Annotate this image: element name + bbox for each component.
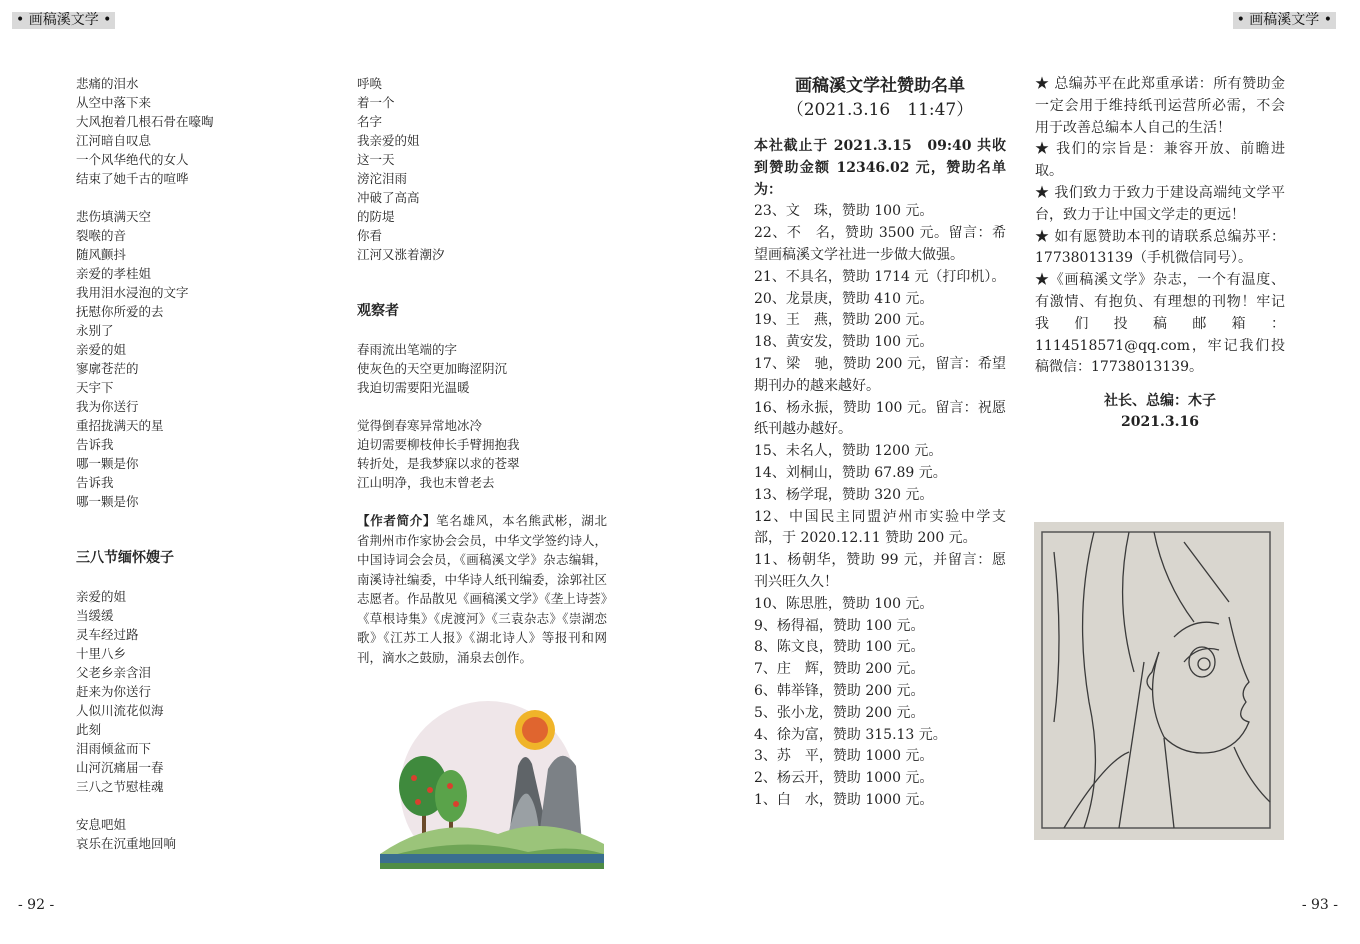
- poem-line: 的防堤: [357, 209, 395, 224]
- sponsor-list: [754, 201, 1006, 811]
- poem-line: 灵车经过路: [76, 627, 139, 642]
- running-header-left: • 画稿溪文学 •: [12, 12, 115, 29]
- stanza-3: [76, 587, 214, 796]
- editor-signature: 社长、总编：木子: [1104, 393, 1216, 410]
- sponsor-item: 9、杨得福，赞助 100 元。: [754, 617, 925, 634]
- poem-line: 寥廓苍茫的: [76, 361, 139, 376]
- poem-line: 你看: [357, 228, 383, 243]
- note-item: ★ 如有愿赞助本刊的请联系总编苏平：17738013139（手机微信同号）。: [1035, 228, 1285, 267]
- poem-line: 天宇下: [76, 380, 114, 395]
- poem-line: 使灰色的天空更加晦涩阴沉: [357, 361, 508, 376]
- page-number-right: - 93 -: [1301, 897, 1338, 913]
- poem-line: 我迫切需要阳光温暖: [357, 380, 470, 395]
- note-item: ★《画稿溪文学》杂志，一个有温度、有激情、有抱负、有理想的刊物！牢记我们投稿邮箱：1114518571@qq.com，牢记我们投稿微信：17738013139。: [1035, 272, 1285, 376]
- sponsor-item: 16、杨永振，赞助 100 元。留言：祝愿纸刊越办越好。: [754, 399, 1006, 438]
- stanza-6: [357, 340, 607, 397]
- sponsor-item: 6、韩举锋，赞助 200 元。: [754, 682, 925, 699]
- sponsor-item: 18、黄安发，赞助 100 元。: [754, 334, 934, 351]
- poem-line: 山河沉痛届一春: [76, 760, 164, 775]
- poem-line: 泪雨倾盆而下: [76, 741, 152, 756]
- sponsor-item: 19、王 燕，赞助 200 元。: [754, 312, 934, 329]
- notes-column: [1035, 74, 1285, 433]
- sponsor-item: 12、中国民主同盟泸州市实验中学支部，于 2020.12.11 赞助 200 元。: [754, 508, 1006, 547]
- sponsor-item: 3、苏 平，赞助 1000 元。: [754, 748, 934, 765]
- poem-column-2: [357, 74, 607, 667]
- poem-line: 哀乐在沉重地回响: [76, 836, 177, 851]
- note-item: ★ 我们致力于致力于建设高端纯文学平台，致力于让中国文学走的更远！: [1035, 184, 1285, 223]
- sponsor-item: 1、白 水，赞助 1000 元。: [754, 791, 934, 808]
- poem-line: 随风颤抖: [76, 247, 127, 262]
- landscape-illustration: [378, 694, 608, 869]
- poem-line: 结束了她千古的喧哗: [76, 171, 189, 186]
- sponsor-item: 15、未名人，赞助 1200 元。: [754, 443, 943, 460]
- poem-line: 大风抱着几根石骨在嚎啕: [76, 114, 214, 129]
- poem-line: 觉得倒春寒异常地冰冷: [357, 418, 483, 433]
- poem-line: 悲伤填满天空: [76, 209, 152, 224]
- poem-line: 着一个: [357, 95, 395, 110]
- bio-label: 【作者简介】: [357, 513, 437, 528]
- sponsor-item: 17、梁 驰，赞助 200 元，留言：希望期刊办的越来越好。: [754, 355, 1006, 394]
- poem-line: 哪一颗是你: [76, 494, 139, 509]
- poem-line: 三八之节慰桂魂: [76, 779, 164, 794]
- stanza-5: [357, 74, 607, 264]
- poem-line: 亲爱的姐: [76, 589, 127, 604]
- page-number-left: - 92 -: [18, 897, 55, 913]
- bio-text: 笔名雄风，本名熊武彬，湖北省荆州市作家协会会员，中华文学签约诗人，中国诗词会会员，《画稿溪文学》杂志编辑，南溪诗社编委，中华诗人纸刊编委，涂郭社区志愿者。作品散见《画稿溪文学》《垄上诗荟》《草根诗集》《虎渡河》《三袁杂志》《崇湖恋歌》《江苏工人报》《湖北诗人》等报刊和网刊，滴水之鼓励，涌泉去创作。: [357, 513, 608, 665]
- poem-line: 春雨流出笔端的字: [357, 342, 458, 357]
- sponsor-item: 13、杨学琨，赞助 320 元。: [754, 486, 934, 503]
- poem-line: 这一天: [357, 152, 395, 167]
- poem-line: 当缓缓: [76, 608, 114, 623]
- poem-title: 三八节缅怀嫂子: [76, 550, 174, 566]
- running-header-right: • 画稿溪文学 •: [1233, 12, 1336, 29]
- poem-line: 父老乡亲含泪: [76, 665, 152, 680]
- poem-line: 我为你送行: [76, 399, 139, 414]
- stanza-4: [76, 815, 214, 853]
- poem-line: 名字: [357, 114, 383, 129]
- sponsor-item: 2、杨云开，赞助 1000 元。: [754, 770, 934, 787]
- sponsor-item: 22、不 名，赞助 3500 元。留言：希望画稿溪文学社进一步做大做强。: [754, 225, 1006, 263]
- poem-line: 赶来为你送行: [76, 684, 152, 699]
- notes-list: [1035, 74, 1285, 379]
- poem-line: 江山明净，我也末曾老去: [357, 475, 495, 490]
- poem-line: 冲破了高高: [357, 190, 420, 205]
- sponsor-item: 4、徐为富，赞助 315.13 元。: [754, 726, 947, 743]
- poem-line: 告诉我: [76, 475, 114, 490]
- poem-line: 从空中落下来: [76, 95, 152, 110]
- poem-line: 江河暗自叹息: [76, 133, 152, 148]
- poem-line: 迫切需要柳枝伸长手臂拥抱我: [357, 437, 520, 452]
- sponsor-item: 23、文 珠，赞助 100 元。: [754, 203, 934, 220]
- sponsor-intro: 本社截止于 2021.3.15 09:40 共收到赞助金额 12346.02 元，赞助名单为：: [754, 138, 1006, 198]
- sponsor-item: 10、陈思胜，赞助 100 元。: [754, 595, 934, 612]
- poem-line: 永别了: [76, 323, 114, 338]
- poem-line: 我用泪水浸泡的文字: [76, 285, 189, 300]
- sponsor-item: 14、刘桐山，赞助 67.89 元。: [754, 464, 947, 481]
- author-bio: [357, 511, 607, 667]
- sponsor-item: 20、龙景庚，赞助 410 元。: [754, 290, 934, 307]
- poem-line: 滂沱泪雨: [357, 171, 408, 186]
- stanza-7: [357, 416, 607, 492]
- note-item: ★ 我们的宗旨是：兼容开放、前瞻进取。: [1035, 141, 1285, 180]
- sponsor-column: [754, 74, 1006, 812]
- poem-line: 我亲爱的姐: [357, 133, 420, 148]
- note-item: ★ 总编苏平在此郑重承诺：所有赞助金一定会用于维持纸刊运营所必需，不会用于改善总编本人自己的生活！: [1035, 76, 1285, 136]
- poem-title: 观察者: [357, 303, 399, 319]
- poem-line: 转折处，是我梦寐以求的苍翠: [357, 456, 520, 471]
- sponsor-item: 11、杨朝华，赞助 99 元，并留言：愿刊兴旺久久！: [754, 552, 1006, 590]
- poem-line: 十里八乡: [76, 646, 127, 661]
- poem-column-1: [76, 74, 214, 853]
- sponsor-list-title: 画稿溪文学社赞助名单: [795, 76, 965, 96]
- signature-date: 2021.3.16: [1121, 414, 1199, 431]
- pencil-sketch-image: [1034, 522, 1284, 840]
- stanza-1: [76, 74, 214, 188]
- poem-line: 人似川流花似海: [76, 703, 164, 718]
- poem-line: 悲痛的泪水: [76, 76, 139, 91]
- poem-line: 亲爱的孝桂姐: [76, 266, 152, 281]
- sponsor-item: 7、庄 辉，赞助 200 元。: [754, 661, 925, 678]
- poem-line: 哪一颗是你: [76, 456, 139, 471]
- stanza-2: [76, 207, 214, 511]
- sponsor-item: 5、张小龙，赞助 200 元。: [754, 704, 925, 721]
- poem-line: 亲爱的姐: [76, 342, 127, 357]
- poem-line: 安息吧姐: [76, 817, 127, 832]
- poem-line: 江河又涨着潮汐: [357, 247, 445, 262]
- poem-line: 呼唤: [357, 76, 383, 91]
- sponsor-list-date: （2021.3.16 11:47）: [786, 100, 974, 120]
- poem-line: 一个风华绝代的女人: [76, 152, 189, 167]
- sponsor-item: 8、陈文良，赞助 100 元。: [754, 639, 925, 656]
- poem-line: 重招拢满天的星: [76, 418, 164, 433]
- sponsor-item: 21、不具名，赞助 1714 元（打印机）。: [754, 268, 1006, 285]
- poem-line: 抚慰你所爱的去: [76, 304, 164, 319]
- poem-line: 此刻: [76, 722, 102, 737]
- poem-line: 裂喉的音: [76, 228, 127, 243]
- poem-line: 告诉我: [76, 437, 114, 452]
